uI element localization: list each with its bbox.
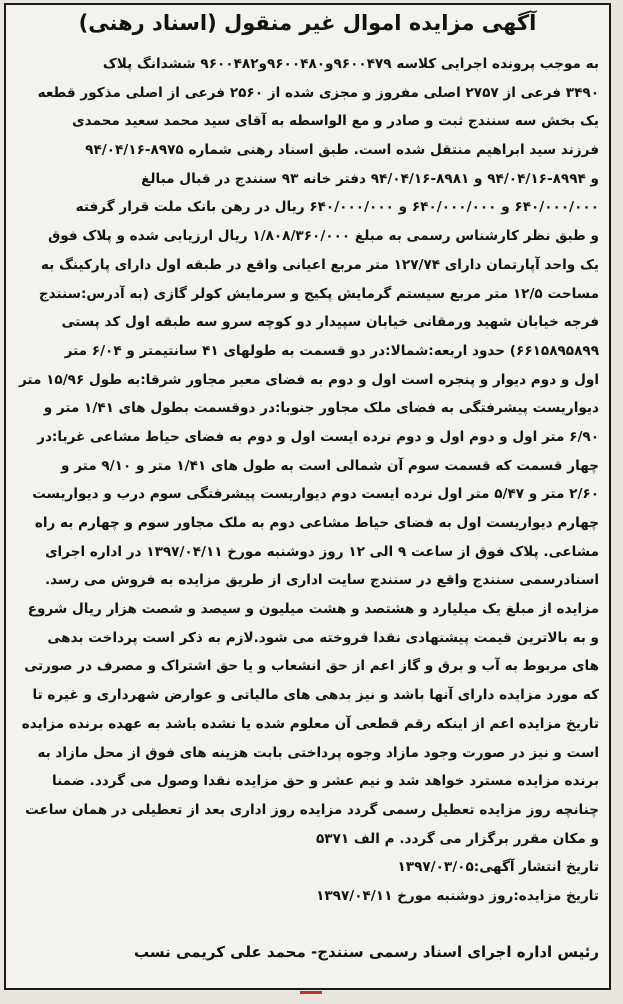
signature: رئیس اداره اجرای اسناد رسمی سنندج- محمد علی کریمی نسب <box>134 943 599 961</box>
notice-line: چنانچه روز مزایده تعطیل رسمی گردد مزایده روز اداری بعد از تعطیلی در همان ساعت <box>25 801 599 818</box>
auction-date: تاریخ مزایده:روز دوشنبه مورخ ۱۳۹۷/۰۴/۱۱ <box>316 887 599 904</box>
notice-line: فرزند سید ابراهیم منتقل شده است. طبق اسناد رهنی شماره ۸۹۷۵-۹۴/۰۴/۱۶ <box>85 142 599 159</box>
notice-line: ۲/۶۰ متر و ۵/۴۷ متر اول نرده ایست دوم دیواریست پیشرفتگی سوم درب و دیواریست <box>32 486 599 503</box>
notice-line: های مربوط به آب و برق و گاز اعم از حق انشعاب و یا حق اشتراک و مصرف در صورتی <box>24 658 599 675</box>
notice-line: برنده مزایده مسترد خواهد شد و نیم عشر و حق مزایده نقدا وصول می گردد. ضمنا <box>52 773 599 790</box>
notice-line: مساحت ۱۲/۵ متر مربع سیستم گرمایش پکیج و سرمایش کولر گازی (به آدرس:سنندج <box>38 285 599 302</box>
notice-line: ۶/۹۰ متر اول و دوم اول و دوم نرده ایست اول و دوم به فضای حیاط مشاعی غربا:در <box>37 428 599 445</box>
notice-line: اول و دوم دیوار و پنجره است اول و دوم به فضای معبر مجاور شرقا:به طول ۱۵/۹۶ متر <box>18 371 599 388</box>
notice-line: ۳۴۹۰ فرعی از ۲۷۵۷ اصلی مفروز و مجزی شده از ۲۵۶۰ فرعی از اصلی مذکور قطعه <box>37 84 599 101</box>
notice-line: مشاعی. پلاک فوق از ساعت ۹ الی ۱۲ روز دوشنبه مورخ ۱۳۹۷/۰۴/۱۱ در اداره اجرای <box>45 543 599 560</box>
notice-line: اسنادرسمی سنندج واقع در سنندج سایت اداری از طریق مزایده به فروش می رسد. <box>44 572 599 589</box>
publish-date: تاریخ انتشار آگهی:۱۳۹۷/۰۳/۰۵ <box>397 859 599 876</box>
notice-line: ۶۴۰/۰۰۰/۰۰۰ و ۶۴۰/۰۰۰/۰۰۰ و ۶۴۰/۰۰۰/۰۰۰ ریال در رهن بانک ملت قرار گرفته <box>75 199 599 216</box>
notice-line: چهار قسمت که قسمت سوم آن شمالی است به طول های ۱/۴۱ متر و ۹/۱۰ متر و <box>61 457 599 474</box>
notice-line: و طبق نظر کارشناس رسمی به مبلغ ۱/۸۰۸/۳۶۰/۰۰۰ ریال ارزیابی شده و پلاک فوق <box>48 228 599 245</box>
notice-line: چهارم دیواریست اول به فضای حیاط مشاعی دوم به ملک مجاور سوم و چهارم به راه <box>34 515 599 531</box>
notice-line: فرجه خیابان شهید ورمقانی خیابان سپیدار دو کوچه سرو سه طبقه اول کد پستی <box>61 314 599 331</box>
notice-line: یک واحد آپارتمان دارای ۱۲۷/۷۴ متر مربع اعیانی واقع در طبقه اول دارای پارکینگ به <box>40 256 599 273</box>
notice-line: و ۸۹۹۴-۹۴/۰۴/۱۶ و ۸۹۸۱-۹۴/۰۴/۱۶ دفتر خانه ۹۳ سنندج در قبال مبالغ <box>141 170 599 187</box>
auction-notice <box>4 3 611 990</box>
notice-line: دیواریست پیشرفتگی به فضای ملک مجاور جنوبا:در دوقسمت بطول های ۱/۴۱ متر و <box>43 400 599 417</box>
notice-line: ۶۶۱۵۸۹۵۸۹۹) حدود اربعه:شمالا:در دو قسمت به طولهای ۴۱ سانتیمتر و ۶/۰۴ متر <box>64 342 599 359</box>
notice-line: مزایده از مبلغ یک میلیارد و هشتصد و هشت میلیون و سیصد و شصت هزار ریال شروع <box>27 601 599 618</box>
notice-line: و مکان مقرر برگزار می گردد. م الف ۵۳۷۱ <box>316 830 599 847</box>
notice-body <box>16 50 599 911</box>
page-edge-mark <box>300 991 322 1004</box>
notice-line: تاریخ مزایده اعم از اینکه رقم قطعی آن معلوم شده یا نشده باشد به عهده برنده مزایده <box>21 715 599 732</box>
notice-line: یک بخش سه سنندج ثبت و صادر و مع الواسطه به آقای سید محمد سعید محمدی <box>72 113 599 130</box>
notice-line: به موجب پرونده اجرایی کلاسه ۹۶۰۰۴۷۹و۹۶۰۰۴۸۰و۹۶۰۰۴۸۲ ششدانگ پلاک <box>102 56 599 72</box>
notice-line: است و نیز در صورت وجود مازاد وجوه پرداختی بابت هزینه های فوق از محل مازاد به <box>37 744 599 761</box>
notice-title: آگهی مزایده اموال غیر منقول (اسناد رهنی) <box>78 11 537 35</box>
notice-line: و به بالاترین قیمت پیشنهادی نقدا فروخته می شود.لازم به ذکر است پرداخت بدهی <box>47 629 599 646</box>
notice-line: که مورد مزایده دارای آنها باشد و نیز بدهی های مالیاتی و عوارض شهرداری و غیره تا <box>32 687 599 704</box>
